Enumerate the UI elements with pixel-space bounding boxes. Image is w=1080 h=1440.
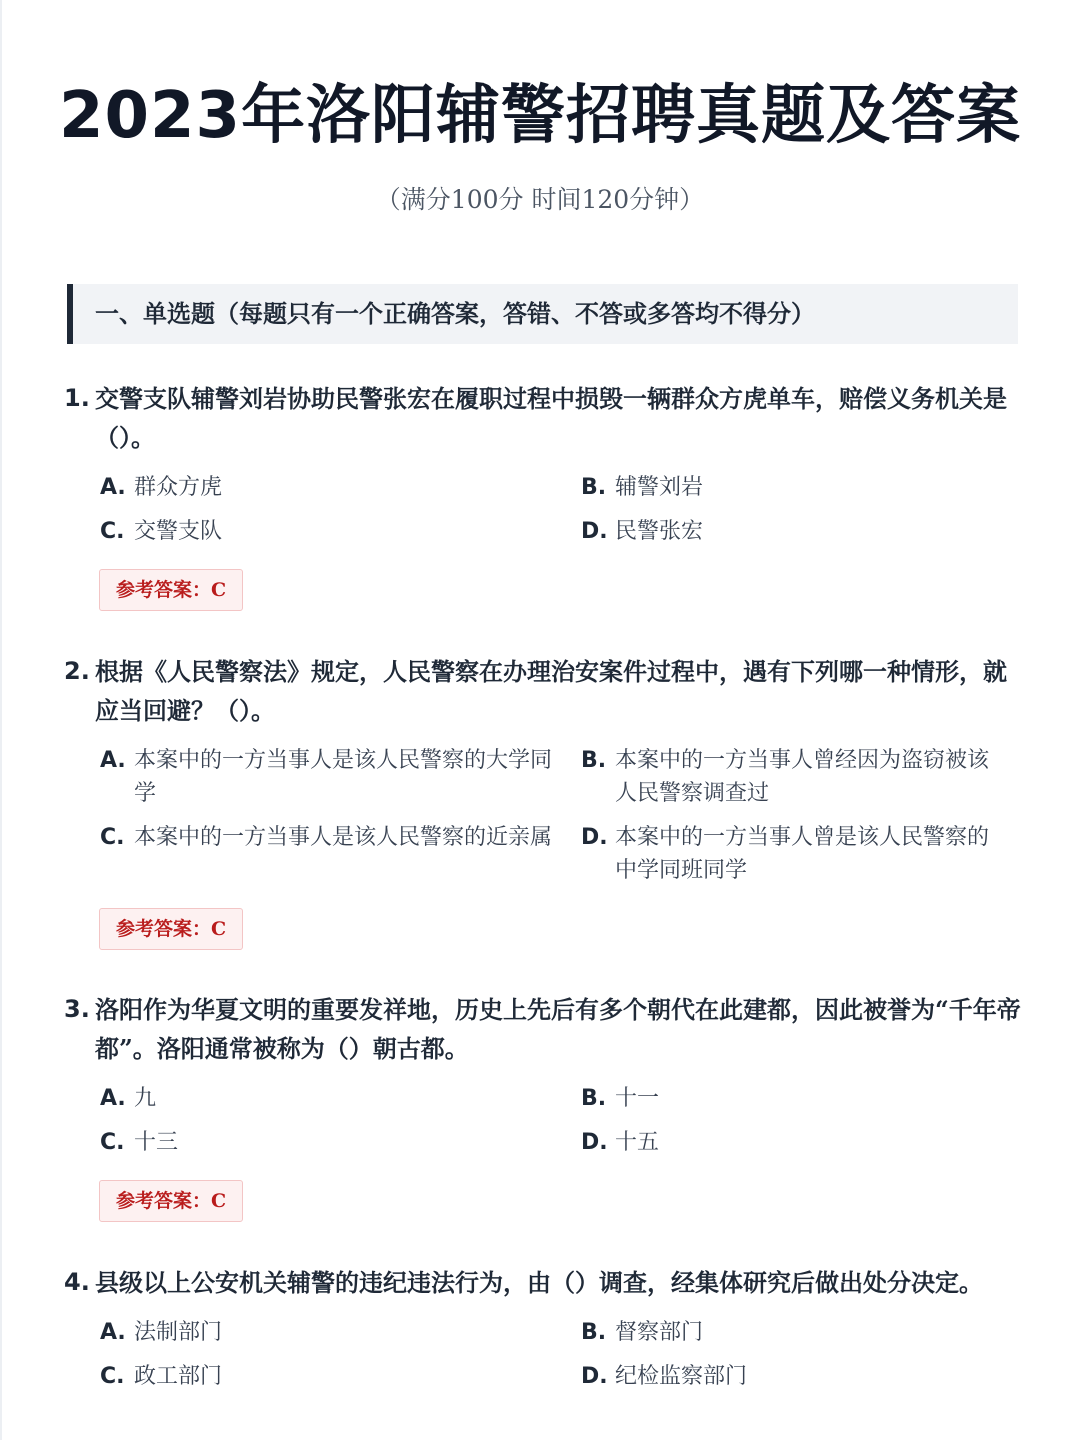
exam-info: （满分100分 时间120分钟）	[375, 185, 705, 214]
option-list	[100, 744, 1024, 887]
question-text: 洛阳作为华夏文明的重要发祥地，历史上先后有多个朝代在此建都，因此被誉为“千年帝都”。洛阳通常被称为（）朝古都。	[95, 995, 1021, 1063]
option-d	[581, 821, 1021, 887]
question-number: 2.	[64, 657, 90, 685]
option-b	[581, 471, 1021, 504]
question-text: 根据《人民警察法》规定，人民警察在办理治安案件过程中，遇有下列哪一种情形，就应当回避？（）。	[95, 657, 1007, 725]
option-text: 本案中的一方当事人曾经因为盗窃被该人民警察调查过	[615, 748, 990, 806]
option-a	[100, 744, 581, 810]
option-letter: D.	[581, 1130, 608, 1155]
question-stem	[64, 990, 1024, 1068]
option-text: 督察部门	[615, 1320, 704, 1345]
option-text: 交警支队	[134, 519, 223, 544]
option-text: 十一	[615, 1086, 660, 1111]
option-list	[100, 1082, 1024, 1159]
option-text: 群众方虎	[134, 475, 223, 500]
question-text: 县级以上公安机关辅警的违纪违法行为，由（）调查，经集体研究后做出处分决定。	[95, 1268, 983, 1297]
answer-badge: 参考答案：C	[99, 569, 243, 611]
option-a	[100, 1082, 581, 1115]
option-text: 法制部门	[134, 1320, 223, 1345]
question-1	[64, 379, 1024, 611]
option-letter: C.	[100, 1364, 125, 1389]
option-letter: C.	[100, 1130, 125, 1155]
option-b	[581, 1316, 1021, 1349]
option-letter: B.	[581, 475, 607, 500]
option-letter: A.	[100, 748, 126, 773]
question-4	[64, 1263, 1024, 1393]
question-stem	[64, 652, 1024, 730]
option-text: 政工部门	[134, 1364, 223, 1389]
option-text: 辅警刘岩	[615, 475, 704, 500]
option-letter: D.	[581, 1364, 608, 1389]
option-a	[100, 471, 581, 504]
option-list	[100, 471, 1024, 548]
option-c	[100, 515, 581, 548]
section-header: 一、单选题（每题只有一个正确答案，答错、不答或多答均不得分）	[67, 284, 1018, 344]
option-c	[100, 1126, 581, 1159]
option-text: 本案中的一方当事人是该人民警察的大学同学	[134, 748, 553, 806]
question-3	[64, 990, 1024, 1222]
page-title: 2023年洛阳辅警招聘真题及答案	[58, 79, 1022, 153]
option-c	[100, 1360, 581, 1393]
option-letter: B.	[581, 748, 607, 773]
option-text: 民警张宏	[615, 519, 704, 544]
question-text: 交警支队辅警刘岩协助民警张宏在履职过程中损毁一辆群众方虎单车，赔偿义务机关是（）。	[95, 384, 1007, 452]
option-letter: D.	[581, 825, 608, 850]
option-text: 本案中的一方当事人曾是该人民警察的中学同班同学	[615, 825, 990, 883]
option-c	[100, 821, 581, 887]
question-number: 4.	[64, 1268, 90, 1296]
option-d	[581, 515, 1021, 548]
option-letter: A.	[100, 1320, 126, 1345]
question-stem	[64, 1263, 1024, 1302]
question-number: 1.	[64, 384, 90, 412]
option-d	[581, 1360, 1021, 1393]
answer-badge: 参考答案：C	[99, 1180, 243, 1222]
option-text: 纪检监察部门	[615, 1364, 748, 1389]
option-letter: D.	[581, 519, 608, 544]
question-stem	[64, 379, 1024, 457]
option-letter: C.	[100, 519, 125, 544]
option-text: 十三	[134, 1130, 179, 1155]
option-b	[581, 1082, 1021, 1115]
option-letter: B.	[581, 1320, 607, 1345]
option-letter: A.	[100, 475, 126, 500]
option-list	[100, 1316, 1024, 1393]
option-d	[581, 1126, 1021, 1159]
answer-badge: 参考答案：C	[99, 908, 243, 950]
option-a	[100, 1316, 581, 1349]
question-2	[64, 652, 1024, 950]
option-text: 本案中的一方当事人是该人民警察的近亲属	[134, 825, 553, 850]
option-letter: B.	[581, 1086, 607, 1111]
option-letter: A.	[100, 1086, 126, 1111]
option-text: 九	[134, 1086, 157, 1111]
option-letter: C.	[100, 825, 125, 850]
option-b	[581, 744, 1021, 810]
question-number: 3.	[64, 995, 90, 1023]
option-text: 十五	[615, 1130, 660, 1155]
